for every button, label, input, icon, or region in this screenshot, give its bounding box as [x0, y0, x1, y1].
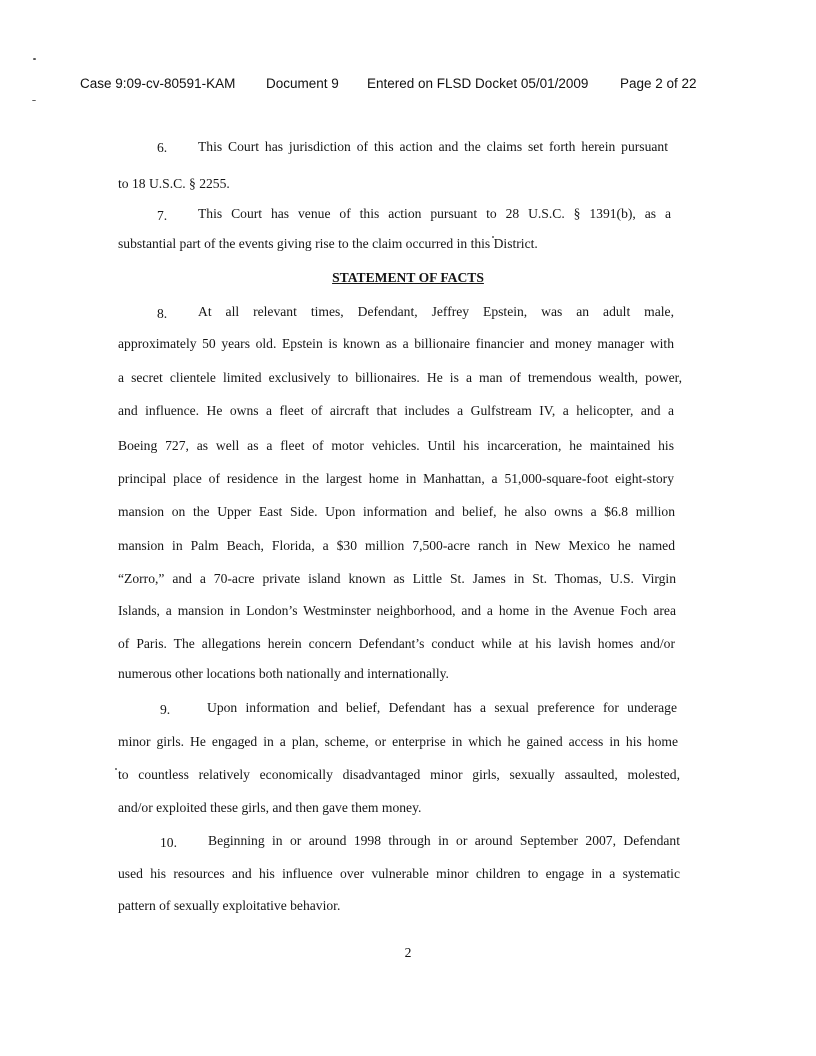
- scan-speck: [32, 100, 36, 101]
- paragraph-line: Beginning in or around 1998 through in or around September 2007, Defendant: [208, 833, 680, 848]
- paragraph-line: This Court has venue of this action pursuant to 28 U.S.C. § 1391(b), as a: [198, 206, 671, 221]
- paragraph-number: 9.: [160, 702, 171, 717]
- paragraph-line: to countless relatively economically disadvantaged minor girls, sexually assaulted, molested,: [118, 767, 680, 782]
- scan-speck: [115, 768, 117, 770]
- paragraph-line: principal place of residence in the largest home in Manhattan, a 51,000-square-foot eight-story: [118, 471, 674, 486]
- paragraph-line: mansion on the Upper East Side. Upon information and belief, he also owns a $6.8 million: [118, 504, 675, 519]
- paragraph-line: and/or exploited these girls, and then gave them money.: [118, 800, 422, 815]
- paragraph-line: substantial part of the events giving rise to the claim occurred in this District.: [118, 236, 538, 251]
- page-info: Page 2 of 22: [620, 76, 697, 91]
- paragraph-line: Islands, a mansion in London’s Westminster neighborhood, and a home in the Avenue Foch area: [118, 603, 676, 618]
- paragraph-line: “Zorro,” and a 70-acre private island known as Little St. James in St. Thomas, U.S. Virgin: [118, 571, 676, 586]
- paragraph-line: of Paris. The allegations herein concern Defendant’s conduct while at his lavish homes and/or: [118, 636, 675, 651]
- paragraph-line: numerous other locations both nationally and internationally.: [118, 666, 449, 681]
- paragraph-line: Boeing 727, as well as a fleet of motor vehicles. Until his incarceration, he maintained his: [118, 438, 674, 453]
- paragraph-line: pattern of sexually exploitative behavior.: [118, 898, 341, 913]
- paragraph-line: a secret clientele limited exclusively to billionaires. He is a man of tremendous wealth, power,: [118, 370, 682, 385]
- paragraph-line: mansion in Palm Beach, Florida, a $30 million 7,500-acre ranch in New Mexico he named: [118, 538, 675, 553]
- paragraph-line: minor girls. He engaged in a plan, scheme, or enterprise in which he gained access in his home: [118, 734, 678, 749]
- paragraph-number: 8.: [157, 306, 168, 321]
- paragraph-line: Upon information and belief, Defendant has a sexual preference for underage: [207, 700, 677, 715]
- page-number: 2: [404, 945, 412, 960]
- section-heading: STATEMENT OF FACTS: [332, 270, 484, 285]
- paragraph-line: to 18 U.S.C. § 2255.: [118, 176, 230, 191]
- docket-entry-date: Entered on FLSD Docket 05/01/2009: [367, 76, 589, 91]
- document-number: Document 9: [266, 76, 339, 91]
- paragraph-line: At all relevant times, Defendant, Jeffrey Epstein, was an adult male,: [198, 304, 674, 319]
- paragraph-line: approximately 50 years old. Epstein is known as a billionaire financier and money manager with: [118, 336, 674, 351]
- case-number: Case 9:09-cv-80591-KAM: [80, 76, 236, 91]
- paragraph-number: 6.: [157, 140, 168, 155]
- paragraph-line: and influence. He owns a fleet of aircraft that includes a Gulfstream IV, a helicopter, and a: [118, 403, 674, 418]
- paragraph-line: used his resources and his influence over vulnerable minor children to engage in a systematic: [118, 866, 680, 881]
- paragraph-line: This Court has jurisdiction of this action and the claims set forth herein pursuant: [198, 139, 668, 154]
- paragraph-number: 10.: [160, 835, 177, 850]
- scan-speck: [33, 58, 36, 60]
- paragraph-number: 7.: [157, 208, 168, 223]
